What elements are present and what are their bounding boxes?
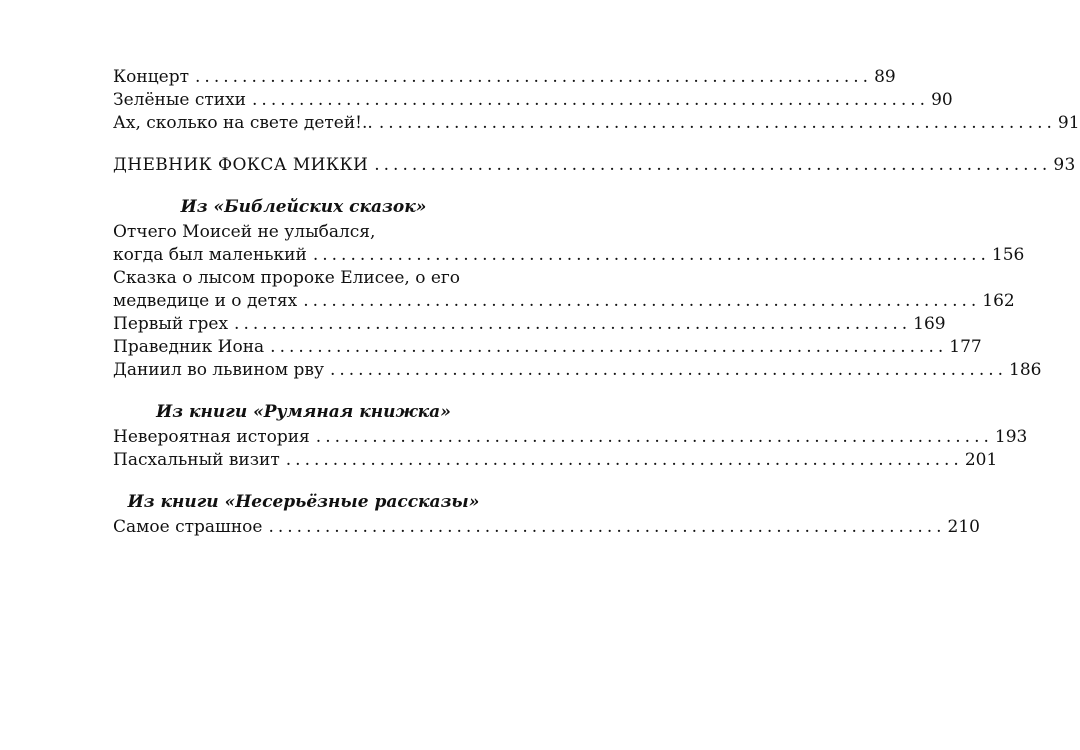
entry-title: медведице и о детях: [113, 291, 298, 311]
toc-entry[interactable]: [113, 89, 953, 112]
toc-group-bible-tales: [113, 196, 1042, 382]
entry-page-number: 91: [1057, 113, 1080, 133]
dot-leader: ........................................................................: [315, 427, 993, 447]
entry-page-number: 89: [874, 67, 896, 87]
entry-page-number: 156: [991, 245, 1025, 265]
entry-page-number: 186: [1009, 360, 1042, 380]
entry-page-number: 162: [982, 291, 1015, 311]
toc-entry[interactable]: [113, 313, 946, 336]
section-heading: Из книги «Несерьёзные рассказы»: [127, 492, 480, 512]
entry-title: Даниил во львином рву: [113, 360, 324, 380]
dot-leader: ........................................................................: [195, 67, 873, 87]
entry-title: Самое страшное: [113, 517, 263, 537]
toc-entry[interactable]: [113, 290, 1015, 313]
entry-title: когда был маленький: [113, 245, 307, 265]
entry-title: Первый грех: [113, 314, 229, 334]
toc-entry[interactable]: [113, 359, 1042, 382]
toc-entry[interactable]: [113, 516, 980, 539]
section-heading: Из «Библейских сказок»: [180, 197, 427, 217]
toc-group-frivolous-stories: [113, 491, 980, 539]
entry-page-number: 93: [1053, 155, 1076, 175]
dot-leader: ........................................................................: [268, 517, 946, 537]
dot-leader: ........................................................................: [329, 360, 1008, 380]
dot-leader: ........................................................................: [303, 291, 981, 311]
section-heading: Из книги «Румяная книжка»: [156, 402, 451, 422]
entry-title-first-line: Сказка о лысом пророке Елисее, о его: [113, 268, 461, 288]
dot-leader: ........................................................................: [285, 450, 963, 470]
entry-title: Праведник Иона: [113, 337, 265, 357]
dot-leader: ........................................................................: [378, 113, 1056, 133]
entry-title-first-line: Отчего Моисей не улыбался,: [113, 222, 376, 242]
toc-entry[interactable]: [113, 244, 1025, 267]
dot-leader: ........................................................................: [270, 337, 948, 357]
dot-leader: ........................................................................: [252, 90, 930, 110]
entry-page-number: 201: [964, 450, 998, 470]
toc-entry[interactable]: [113, 426, 1028, 449]
entry-title: Пасхальный визит: [113, 450, 280, 470]
dot-leader: ........................................................................: [312, 245, 990, 265]
toc-group-rosy-book: [113, 401, 1028, 472]
toc-entry[interactable]: [113, 66, 896, 89]
entry-page-number: 90: [931, 90, 953, 110]
entry-page-number: 193: [994, 427, 1028, 447]
toc-entry[interactable]: [113, 336, 982, 359]
dot-leader: ........................................................................: [234, 314, 912, 334]
toc-entry[interactable]: [113, 154, 1076, 177]
entry-title: ДНЕВНИК ФОКСА МИККИ: [113, 155, 369, 175]
entry-page-number: 177: [949, 337, 982, 357]
dot-leader: ........................................................................: [374, 155, 1052, 175]
entry-title: Ах, сколько на свете детей!..: [113, 113, 373, 133]
toc-entry[interactable]: [113, 449, 998, 472]
table-of-contents: [113, 66, 1080, 539]
toc-entry[interactable]: [113, 112, 1080, 135]
entry-title: Невероятная история: [113, 427, 310, 447]
entry-title: Зелёные стихи: [113, 90, 247, 110]
toc-group-diary: [113, 154, 1076, 177]
toc-group-poems: [113, 66, 1080, 135]
entry-page-number: 210: [947, 517, 980, 537]
entry-page-number: 169: [913, 314, 946, 334]
entry-title: Концерт: [113, 67, 190, 87]
